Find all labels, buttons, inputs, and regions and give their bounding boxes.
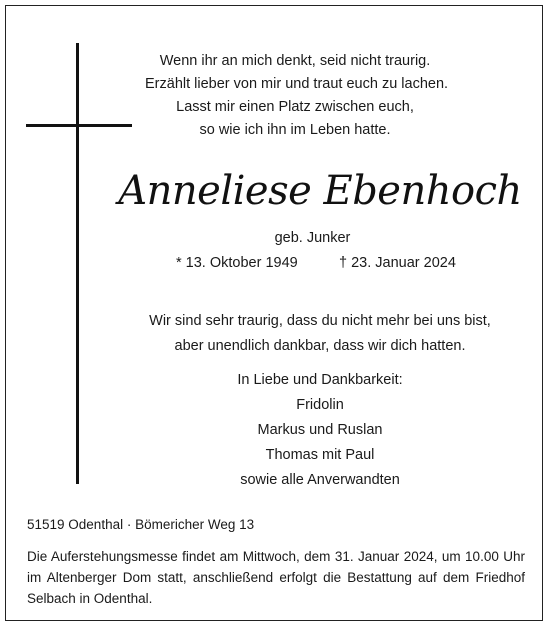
cross-vertical-bar — [76, 43, 79, 484]
tribute-text — [110, 309, 530, 393]
poem-line: Wenn ihr an mich denkt, seid nicht traurig. — [159, 53, 431, 69]
mourner-name: sowie alle Anverwandten — [240, 472, 400, 488]
poem-line: Lasst mir einen Platz zwischen euch, — [176, 99, 414, 115]
closing-line: In Liebe und Dankbarkeit: — [237, 372, 403, 388]
deceased-name: Anneliese Ebenhoch — [118, 168, 522, 214]
tribute-line: aber unendlich dankbar, dass wir dich hatten. — [174, 338, 466, 354]
birth-date: * 13. Oktober 1949 — [176, 255, 298, 271]
poem-line: Erzählt lieber von mir und traut euch zu lachen. — [145, 76, 449, 92]
cross-horizontal-bar — [26, 124, 132, 127]
address: 51519 Odenthal · Bömericher Weg 13 — [27, 517, 255, 532]
death-date: † 23. Januar 2024 — [339, 255, 456, 271]
mourner-name: Fridolin — [296, 397, 344, 413]
mourner-name: Thomas mit Paul — [265, 447, 375, 463]
mourners-list — [110, 393, 530, 493]
birth-name: geb. Junker — [274, 230, 351, 246]
poem-line: so wie ich ihn im Leben hatte. — [199, 122, 391, 138]
mourner-name: Markus und Ruslan — [257, 422, 383, 438]
memorial-poem — [145, 50, 449, 142]
tribute-line: Wir sind sehr traurig, dass du nicht mehr bei uns bist, — [149, 313, 491, 329]
service-notice: Die Auferstehungsmesse findet am Mittwoch, dem 31. Januar 2024, um 10.00 Uhr im Altenberger Dom statt, anschließend erfolgt die Bestattung auf dem Friedhof Selbach in Odenthal. — [27, 549, 525, 606]
